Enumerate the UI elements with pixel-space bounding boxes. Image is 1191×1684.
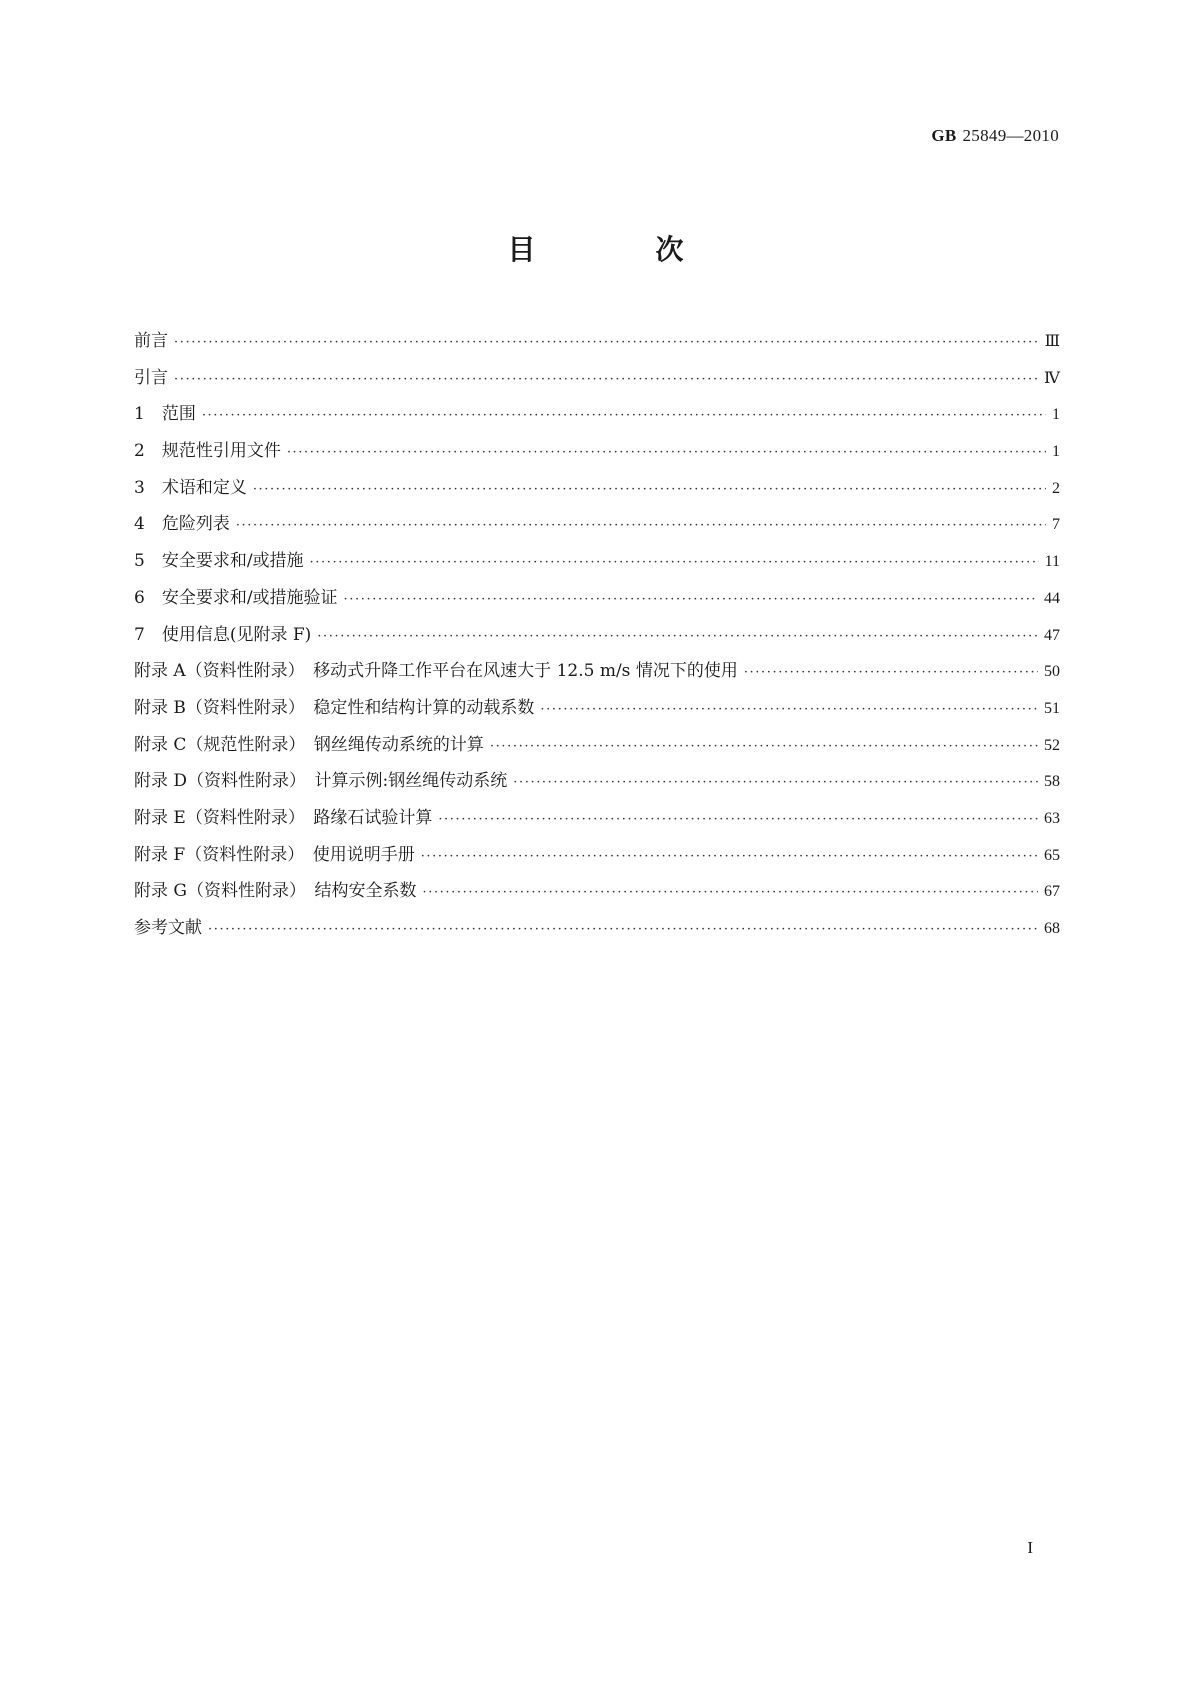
toc-dot-leader	[422, 885, 1038, 900]
toc-item-label: 附录 B（资料性附录） 稳定性和结构计算的动载系数	[134, 697, 535, 718]
toc-item-page: Ⅳ	[1044, 369, 1060, 387]
standard-code	[931, 126, 1059, 146]
toc-item-annex-b[interactable]	[134, 693, 1060, 730]
toc-item-annex-c[interactable]	[134, 730, 1060, 767]
toc-item-page: 58	[1044, 773, 1060, 791]
toc-dot-leader	[344, 592, 1038, 607]
toc-item-page: 11	[1044, 553, 1060, 571]
page-number: I	[1027, 1538, 1033, 1557]
toc-item-page: 7	[1052, 516, 1060, 534]
toc-item-label: 6 安全要求和/或措施验证	[134, 587, 338, 608]
toc-item-safety-verification[interactable]	[134, 583, 1060, 620]
toc-item-label: 附录 D（资料性附录） 计算示例:钢丝绳传动系统	[134, 771, 508, 792]
toc-dot-leader	[287, 445, 1046, 460]
toc-item-annex-e[interactable]	[134, 803, 1060, 840]
toc-item-annex-d[interactable]	[134, 766, 1060, 803]
toc-item-information-for-use[interactable]	[134, 620, 1060, 657]
standard-number: 25849—2010	[962, 126, 1059, 145]
toc-dot-leader	[438, 812, 1038, 827]
toc-item-label: 附录 E（资料性附录） 路缘石试验计算	[134, 807, 433, 828]
toc-item-label: 3 术语和定义	[134, 477, 247, 498]
toc-item-label: 4 危险列表	[134, 514, 230, 535]
toc-item-label: 2 规范性引用文件	[134, 441, 281, 462]
toc-dot-leader	[421, 849, 1038, 864]
toc-item-hazard-list[interactable]	[134, 509, 1060, 546]
toc-item-annex-f[interactable]	[134, 840, 1060, 877]
toc-item-annex-a[interactable]	[134, 656, 1060, 693]
toc-item-label: 引言	[134, 367, 168, 388]
toc-item-safety-requirements[interactable]	[134, 546, 1060, 583]
toc-dot-leader	[540, 702, 1038, 717]
page-title: 目 次	[507, 233, 730, 266]
toc-dot-leader	[253, 482, 1046, 497]
toc-item-terms-definitions[interactable]	[134, 473, 1060, 510]
toc-item-page: 51	[1044, 699, 1060, 717]
toc-item-label: 附录 F（资料性附录） 使用说明手册	[134, 844, 415, 865]
toc-item-label: 附录 G（资料性附录） 结构安全系数	[134, 881, 417, 902]
toc-item-page: 67	[1044, 883, 1060, 901]
standard-prefix: GB	[931, 126, 957, 145]
toc-item-page: 68	[1044, 920, 1060, 937]
toc-item-foreword[interactable]	[134, 326, 1060, 363]
toc-dot-leader	[744, 665, 1038, 680]
toc-dot-leader	[174, 335, 1039, 350]
toc-item-introduction[interactable]	[134, 363, 1060, 400]
toc-item-page: Ⅲ	[1044, 333, 1060, 350]
toc-item-label: 附录 C（规范性附录） 钢丝绳传动系统的计算	[134, 734, 484, 755]
toc-item-normative-references[interactable]	[134, 436, 1060, 473]
toc-item-page: 2	[1052, 479, 1060, 497]
toc-dot-leader	[490, 739, 1038, 754]
toc-item-label: 1 范围	[134, 404, 196, 425]
toc-item-page: 52	[1044, 736, 1060, 754]
toc-dot-leader	[317, 629, 1038, 644]
toc-dot-leader	[236, 518, 1046, 533]
toc-item-label: 5 安全要求和/或措施	[134, 551, 304, 572]
toc-dot-leader	[202, 408, 1046, 423]
toc-item-page: 47	[1044, 626, 1060, 644]
toc-item-page: 50	[1044, 663, 1060, 681]
toc-item-label: 前言	[134, 331, 168, 351]
toc-item-label: 参考文献	[134, 918, 202, 938]
toc-dot-leader	[310, 555, 1039, 570]
toc-item-annex-g[interactable]	[134, 876, 1060, 913]
toc-item-label: 附录 A（资料性附录） 移动式升降工作平台在风速大于 12.5 m/s 情况下的使用	[134, 661, 738, 682]
toc-dot-leader	[513, 775, 1038, 790]
toc-dot-leader	[208, 922, 1038, 937]
toc-item-scope[interactable]	[134, 399, 1060, 436]
toc-item-page: 44	[1044, 589, 1060, 607]
table-of-contents	[134, 326, 1060, 950]
toc-item-page: 1	[1052, 443, 1060, 461]
toc-item-page: 65	[1044, 846, 1060, 864]
toc-dot-leader	[174, 372, 1038, 387]
toc-item-bibliography[interactable]	[134, 913, 1060, 950]
toc-item-label: 7 使用信息(见附录 F)	[134, 624, 312, 645]
toc-item-page: 63	[1044, 809, 1060, 827]
toc-item-page: 1	[1052, 406, 1060, 424]
